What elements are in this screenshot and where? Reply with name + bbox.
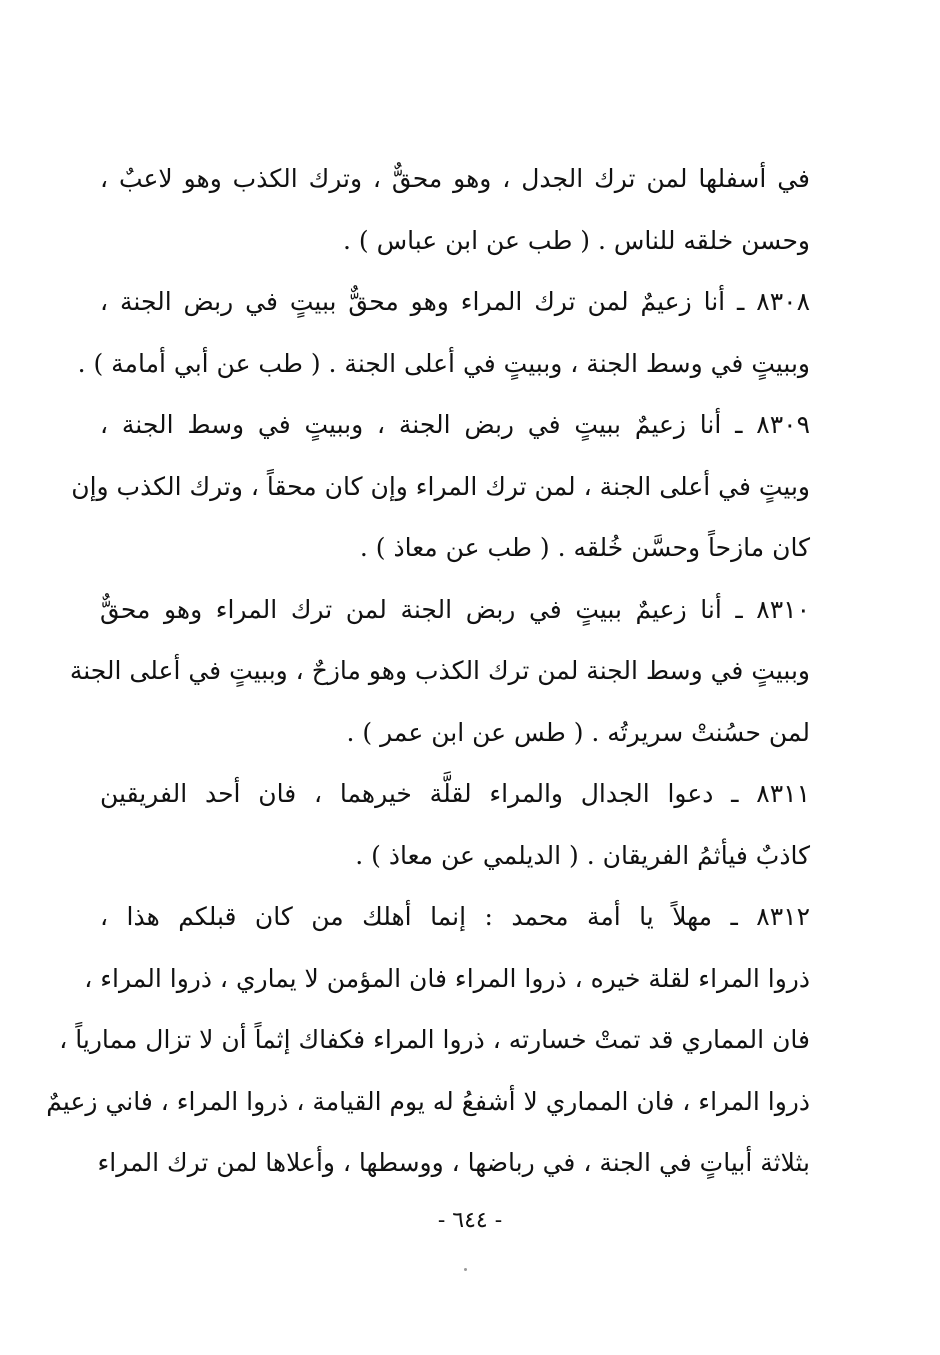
text-line: بثلاثة أبياتٍ في الجنة ، في رباضها ، ووسطها ، وأعلاها لمن ترك المراء (97, 1148, 810, 1177)
text-line: في أسفلها لمن ترك الجدل ، وهو محقٌّ ، وترك الكذب وهو لاعبٌ ، (100, 164, 810, 193)
text-line: ٨٣١٢ ـ مهلاً يا أمة محمد : إنما أهلك من كان قبلكم هذا ، (100, 902, 810, 931)
main-text (46, 148, 810, 1194)
text-line: كان مازحاً وحسَّن خُلقه . ( طب عن معاذ ) . (359, 533, 810, 562)
entry-8311 (100, 763, 810, 886)
text-line: وببيتٍ في وسط الجنة لمن ترك الكذب وهو مازحٌ ، وببيتٍ في أعلى الجنة (69, 656, 810, 685)
text-line: ٨٣٠٨ ـ أنا زعيمٌ لمن ترك المراء وهو محقٌّ ببيتٍ في ربض الجنة ، (100, 287, 810, 316)
text-line: ٨٣١١ ـ دعوا الجدال والمراء لقلَّة خيرهما ، فان أحد الفريقين (100, 779, 810, 808)
entry-8308 (77, 271, 810, 394)
page-number: - ٦٤٤ - (437, 1208, 503, 1233)
text-line: ٨٣٠٩ ـ أنا زعيمٌ ببيتٍ في ربض الجنة ، وببيتٍ في وسط الجنة ، (100, 410, 810, 439)
text-line: وحسن خلقه للناس . ( طب عن ابن عباس ) . (342, 225, 810, 255)
scan-speck (464, 1268, 467, 1271)
text-line: وببيتٍ في وسط الجنة ، وببيتٍ في أعلى الجنة . ( طب عن أبي أمامة ) . (77, 348, 810, 378)
text-line: ذروا المراء ، فان المماري لا أشفعُ له يوم القيامة ، ذروا المراء ، فاني زعيمٌ (46, 1086, 810, 1116)
text-line: كاذبٌ فيأثمُ الفريقان . ( الديلمي عن معاذ ) . (355, 840, 810, 870)
entry-8310 (69, 579, 810, 764)
text-line: فان المماري قد تمتْ خسارته ، ذروا المراء فكفاك إثماً أن لا تزال ممارياً ، (59, 1025, 810, 1054)
text-line: لمن حسُنتْ سريرتُه . ( طس عن ابن عمر ) . (346, 717, 810, 747)
entry-8312 (46, 886, 810, 1194)
text-line: ٨٣١٠ ـ أنا زعيمٌ ببيتٍ في ربض الجنة لمن ترك المراء وهو محقٌّ (100, 594, 810, 624)
text-line: ذروا المراء لقلة خيره ، ذروا المراء فان المؤمن لا يماري ، ذروا المراء ، (84, 963, 810, 993)
text-line: وبيتٍ في أعلى الجنة ، لمن ترك المراء وإن كان محقاً ، وترك الكذب وإن (71, 471, 810, 501)
entry-8309 (71, 394, 810, 579)
intro-paragraph (100, 148, 810, 271)
